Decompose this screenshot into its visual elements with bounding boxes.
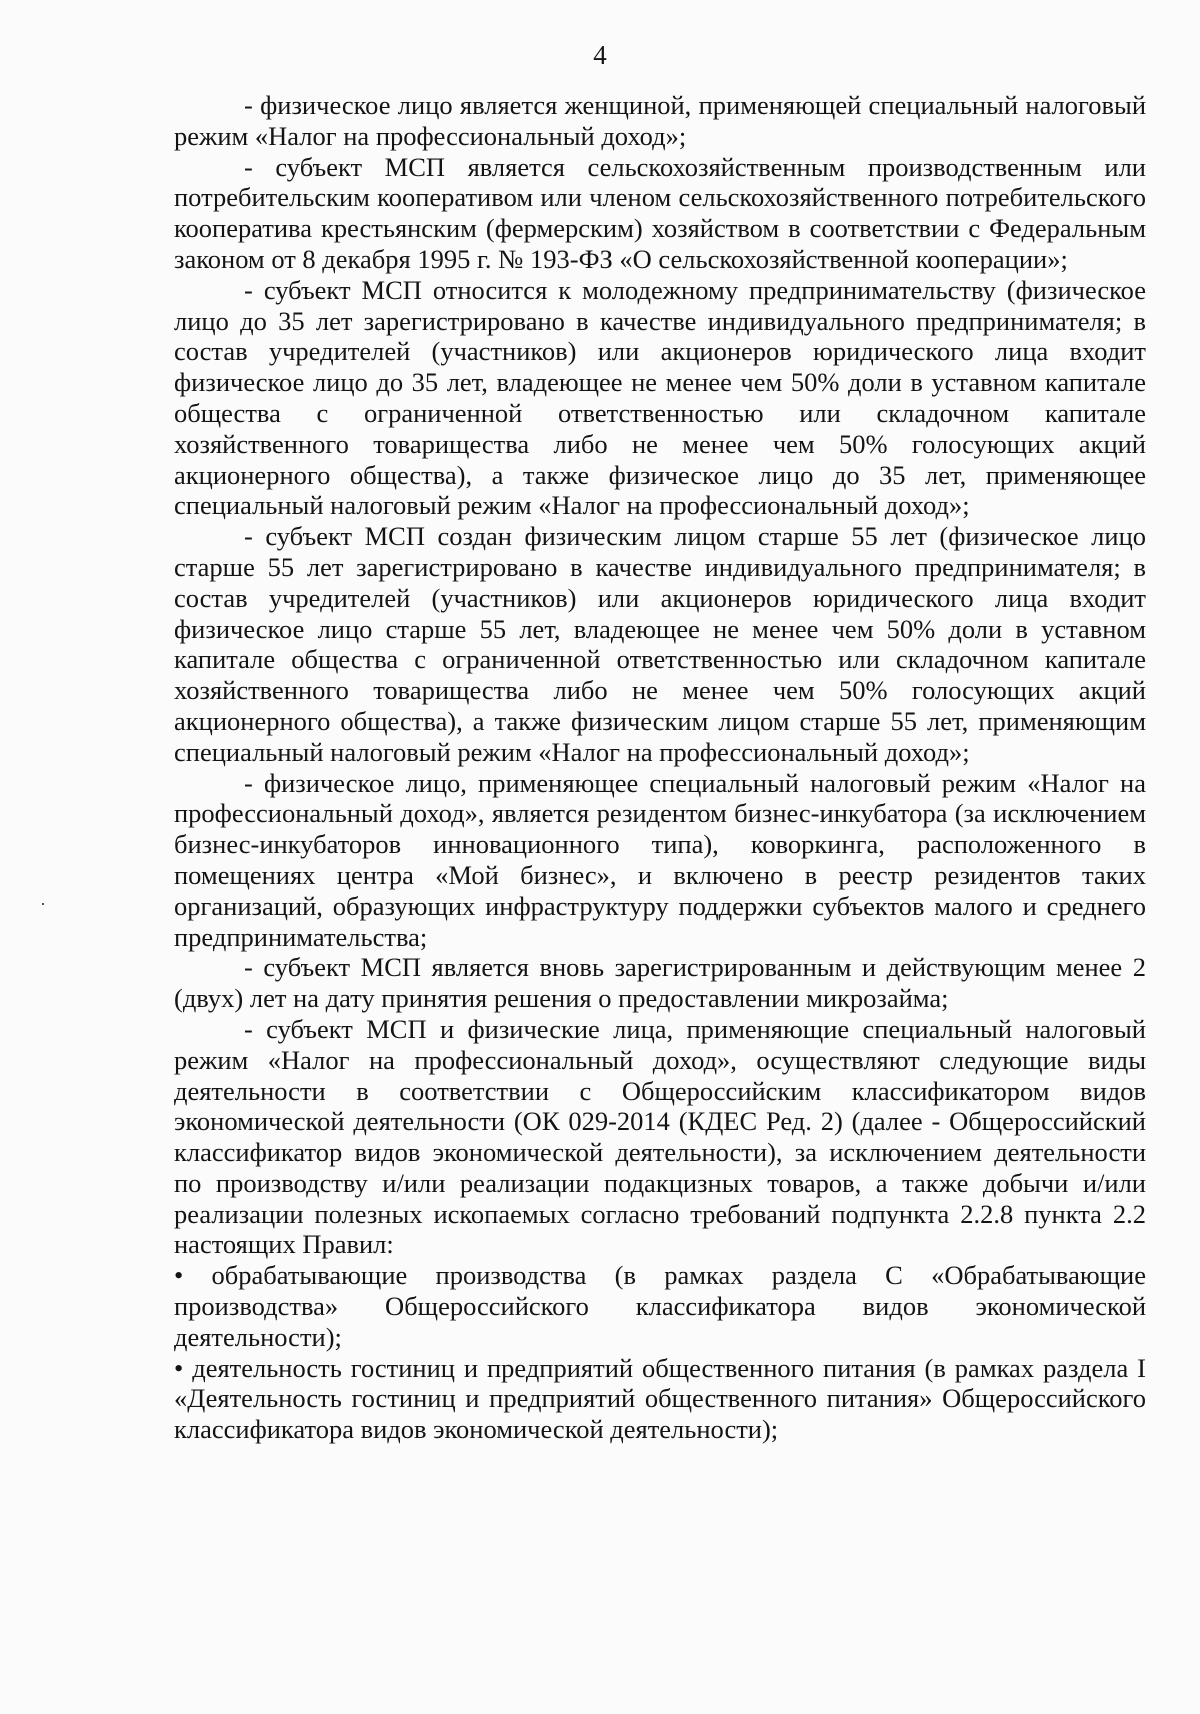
paragraph-over-55: - субъект МСП создан физическим лицом старше 55 лет (физическое лицо старше 55 лет зарегистрировано в качестве индивидуального предпринимателя; в состав учредителей (участников) или акционеров юридического лица входит физическое лицо старше 55 лет, владеющее не менее чем 50% доли в уставном капитале общества с ограниченной ответственностью или складочном капитале хозяйственного товарищества либо не менее чем 50% голосующих акций акционерного общества), а также физическим лицом старше 55 лет, применяющим специальный налоговый режим «Налог на профессиональный доход»; xyxy=(174,521,1146,767)
scan-speck xyxy=(42,903,44,905)
paragraph-youth-entrepreneurship: - субъект МСП относится к молодежному предпринимательству (физическое лицо до 35 лет зарегистрировано в качестве индивидуального предпринимателя; в состав учредителей (участников) или акционеров юридического лица входит физическое лицо до 35 лет, владеющее не менее чем 50% доли в уставном капитале общества с ограниченной ответственностью или складочном капитале хозяйственного товарищества либо не менее чем 50% голосующих акций акционерного общества), а также физическое лицо до 35 лет, применяющее специальный налоговый режим «Налог на профессиональный доход»; xyxy=(174,274,1146,521)
bullet-manufacturing: • обрабатывающие производства (в рамках раздела C «Обрабатывающие производства» Общероссийского классификатора видов экономической деятельности); xyxy=(174,1260,1146,1352)
paragraph-newly-registered: - субъект МСП является вновь зарегистрированным и действующим менее 2 (двух) лет на дату принятия решения о предоставлении микрозайма; xyxy=(174,952,1146,1014)
page-number: 4 xyxy=(593,40,607,70)
bullet-hotels-catering: • деятельность гостиниц и предприятий общественного питания (в рамках раздела I «Деятельность гостиниц и предприятий общественного питания» Общероссийского классификатора видов экономической деятельности); xyxy=(174,1352,1146,1445)
paragraph-activity-types: - субъект МСП и физические лица, применяющие специальный налоговый режим «Налог на профессиональный доход», осуществляют следующие виды деятельности в соответствии с Общероссийским классификатором видов экономической деятельности (ОК 029-2014 (КДЕС Ред. 2) (далее - Общероссийский классификатор видов экономической деятельности), за исключением деятельности по производству и/или реализации подакцизных товаров, а также добычи и/или реализации полезных ископаемых согласно требований подпункта 2.2.8 пункта 2.2 настоящих Правил: xyxy=(174,1013,1146,1260)
document-body xyxy=(174,90,1146,1445)
paragraph-women-entrepreneur: - физическое лицо является женщиной, применяющей специальный налоговый режим «Налог на профессиональный доход»; xyxy=(174,90,1146,151)
paragraph-agricultural-cooperative: - субъект МСП является сельскохозяйственным производственным или потребительским кооперативом или членом сельскохозяйственного потребительского кооператива крестьянским (фермерским) хозяйством в соответствии с Федеральным законом от 8 декабря 1995 г. № 193-ФЗ «О сельскохозяйственной кооперации»; xyxy=(174,151,1146,274)
paragraph-business-incubator: - физическое лицо, применяющее специальный налоговый режим «Налог на профессиональный доход», является резидентом бизнес-инкубатора (за исключением бизнес-инкубаторов инновационного типа), коворкинга, расположенного в помещениях центра «Мой бизнес», и включено в реестр резидентов таких организаций, образующих инфраструктуру поддержки субъектов малого и среднего предпринимательства; xyxy=(174,767,1146,952)
